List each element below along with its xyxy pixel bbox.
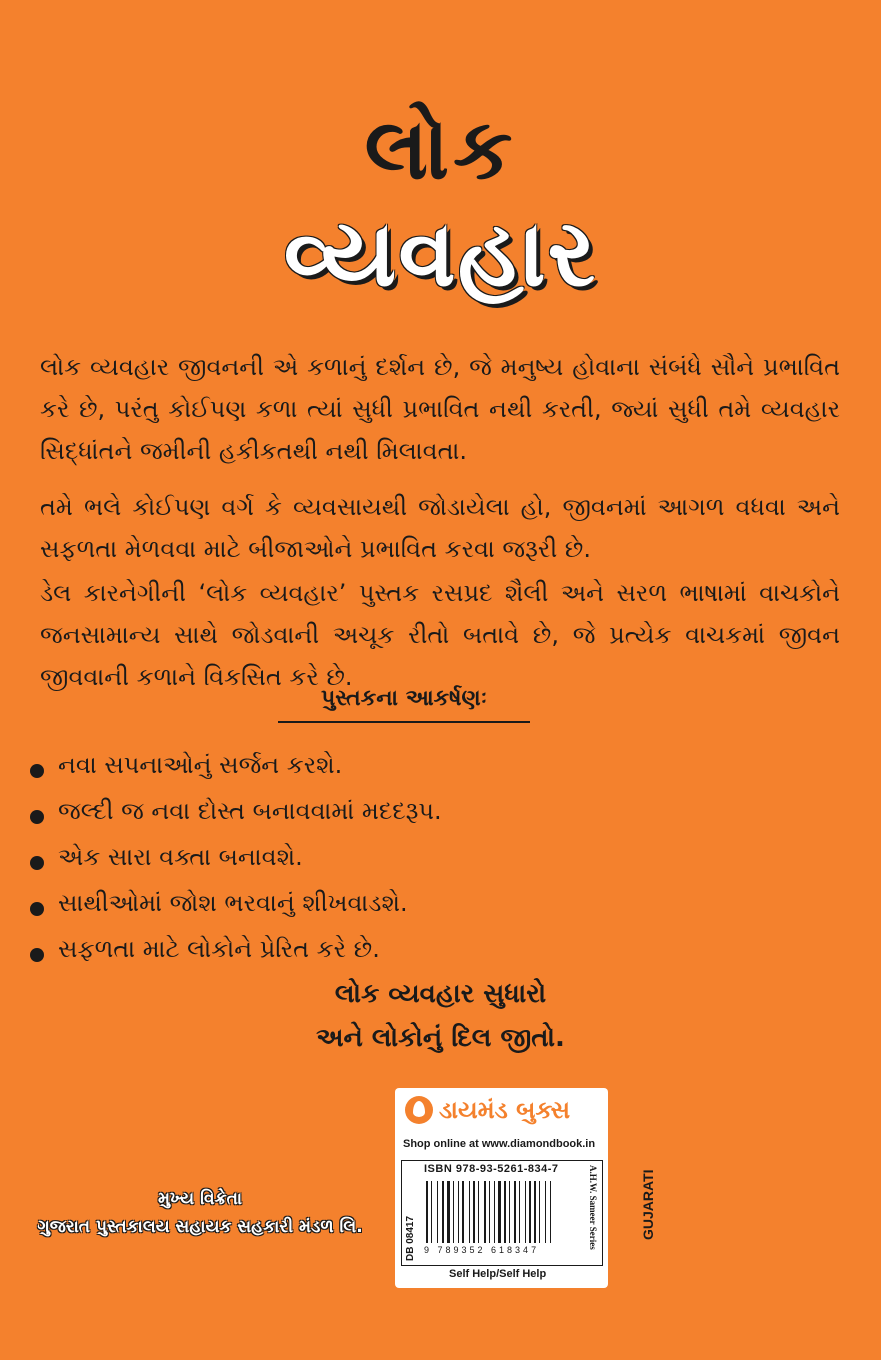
category-label: Self Help/Self Help xyxy=(449,1268,547,1280)
highlights-list xyxy=(30,742,630,972)
description-paragraph-1: લોક વ્યવહાર જીવનની એ કળાનું દર્શન છે, જે મનુષ્ય હોવાના સંબંધે સૌને પ્રભાવિત કરે છે, પરંતુ કોઈપણ કળા ત્યાં સુધી પ્રભાવિત નથી કરતી, જ્યાં સુધી તમે વ્યવહાર સિદ્ધાંતને જમીની હકીકતથી નથી મિલાવતા. xyxy=(40,353,840,465)
bullet-icon xyxy=(30,764,44,778)
highlight-text: એક સારા વક્તા બનાવશે. xyxy=(58,843,303,871)
highlight-text: જલ્દી જ નવા દોસ્ત બનાવવામાં મદદરૂપ. xyxy=(58,797,442,825)
bullet-icon xyxy=(30,948,44,962)
lotus-icon xyxy=(405,1096,433,1124)
distributor-name: ગુજરાત પુસ્તકાલય સહાયક સહકારી મંડળ લિ. xyxy=(37,1217,363,1237)
distributor-label: મુખ્ય વિક્રેતા xyxy=(157,1189,243,1209)
book-code: DB 08417 xyxy=(405,1215,416,1261)
bullet-icon xyxy=(30,810,44,824)
barcode-digits: 9 789352 618347 xyxy=(424,1245,540,1255)
bullet-icon xyxy=(30,856,44,870)
title-line-2: વ્યવહાર xyxy=(283,200,598,307)
list-item xyxy=(30,788,630,834)
series-name: A.H.W. Sameer Series xyxy=(588,1165,598,1250)
publisher-box xyxy=(395,1088,608,1288)
shop-online-text: Shop online at www.diamondbook.in xyxy=(403,1138,596,1150)
closing-line-2: અને લોકોનું દિલ જીતો. xyxy=(316,1023,565,1053)
barcode-icon xyxy=(424,1181,579,1243)
publisher-name: ડાયમંડ બુક્સ xyxy=(439,1096,571,1124)
description-paragraph-3: ડેલ કારનેગીની ‘લોક વ્યવહાર’ પુસ્તક રસપ્રદ શૈલી અને સરળ ભાષામાં વાચકોને જનસામાન્ય સાથે જોડવાની અચૂક રીતો બતાવે છે, જે પ્રત્યેક વાચકમાં જીવન જીવવાની કળાને વિકસિત કરે છે. xyxy=(40,579,840,691)
list-item xyxy=(30,742,630,788)
closing-line-1: લોક વ્યવહાર સુધારો xyxy=(334,979,547,1009)
language-label: GUJARATI xyxy=(640,1169,656,1240)
highlight-text: નવા સપનાઓનું સર્જન કરશે. xyxy=(58,751,343,779)
closing-tagline xyxy=(0,972,881,1060)
list-item xyxy=(30,834,630,880)
distributor-credit xyxy=(0,1185,400,1241)
title-line-1: લોક xyxy=(364,100,517,198)
list-item xyxy=(30,880,630,926)
publisher-logo xyxy=(405,1096,570,1124)
highlight-text: સફળતા માટે લોકોને પ્રેરિત કરે છે. xyxy=(58,935,380,963)
bullet-icon xyxy=(30,902,44,916)
highlight-text: સાથીઓમાં જોશ ભરવાનું શીખવાડશે. xyxy=(58,889,408,917)
list-item xyxy=(30,926,630,972)
isbn-text: ISBN 978-93-5261-834-7 xyxy=(424,1163,559,1175)
description-paragraph-2: તમે ભલે કોઈપણ વર્ગ કે વ્યવસાયથી જોડાયેલા હો, જીવનમાં આગળ વધવા અને સફળતા મેળવવા માટે બીજાઓને પ્રભાવિત કરવા જરૂરી છે. xyxy=(40,493,840,563)
highlights-heading: પુસ્તકના આકર્ષણઃ xyxy=(278,686,530,723)
barcode-frame xyxy=(401,1160,603,1266)
